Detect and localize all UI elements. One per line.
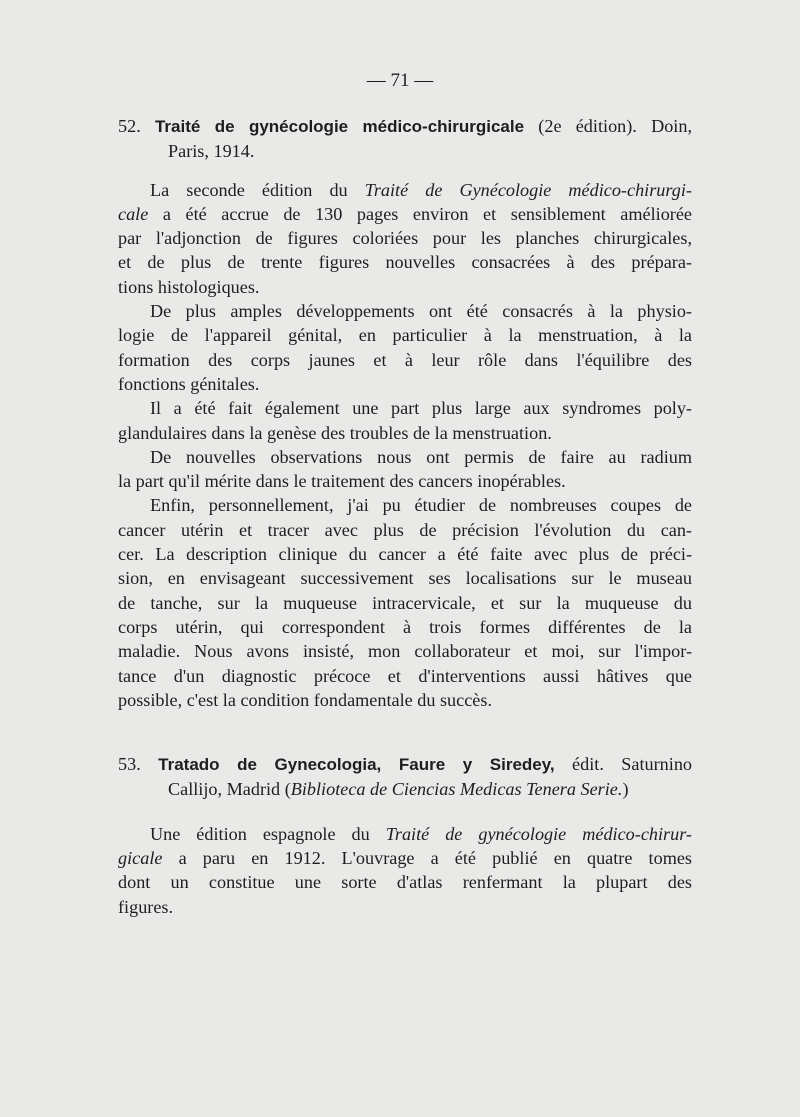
text-line: [118, 518, 692, 542]
text-segment: 53.: [118, 754, 159, 775]
text-line: [118, 348, 692, 372]
text-segment: cer. La description clinique du cancer a été faite avec plus de préci-: [118, 544, 692, 565]
text-segment: Paris, 1914.: [168, 141, 255, 162]
bibliography-entry: [118, 114, 692, 712]
text-line: [118, 372, 692, 396]
text-segment: édit. Saturnino: [554, 754, 693, 775]
entry-heading: [118, 752, 692, 802]
text-segment: glandulaires dans la genèse des troubles de la menstruation.: [118, 422, 552, 443]
paragraph: [118, 299, 692, 396]
heading-line: [118, 139, 692, 163]
text-line: [118, 396, 692, 420]
paragraph: [118, 396, 692, 445]
entry-heading: [118, 114, 692, 164]
text-line: [118, 688, 692, 712]
text-segment: figures.: [118, 896, 174, 917]
text-line: [118, 178, 692, 202]
text-segment: La seconde édition du: [150, 179, 365, 200]
text-segment: Callijo, Madrid (: [168, 779, 291, 800]
text-line: [118, 895, 692, 919]
text-line: [118, 822, 692, 846]
text-segment: tance d'un diagnostic précoce et d'interventions aussi hâtives que: [118, 665, 692, 686]
text-segment: a paru en 1912. L'ouvrage a été publié en quatre tomes: [162, 848, 692, 869]
text-segment: 52.: [118, 116, 155, 136]
text-segment: sion, en envisageant successivement ses localisations sur le museau: [118, 568, 692, 589]
heading-line: [118, 777, 692, 801]
text-segment: Une édition espagnole du: [150, 823, 386, 844]
text-line: [118, 870, 692, 894]
text-segment: (2e édition). Doin,: [524, 116, 692, 136]
text-line: [118, 226, 692, 250]
text-segment: fonctions génitales.: [118, 373, 260, 394]
text-line: [118, 421, 692, 445]
text-line: [118, 566, 692, 590]
italic-text: gicale: [118, 848, 163, 869]
bibliography-entry: [118, 752, 692, 919]
text-segment: a été accrue de 130 pages environ et sensiblement améliorée: [148, 203, 692, 224]
text-segment: dont un constitue une sorte d'atlas renfermant la plupart des: [118, 872, 692, 893]
text-line: [118, 469, 692, 493]
text-segment: corps utérin, qui correspondent à trois formes différentes de la: [118, 616, 692, 637]
text-segment: cancer utérin et tracer avec plus de précision l'évolution du can-: [118, 519, 692, 540]
text-line: [118, 664, 692, 688]
text-line: [118, 542, 692, 566]
text-line: [118, 323, 692, 347]
text-segment: De plus amples développements ont été consacrés à la physio-: [150, 301, 692, 322]
text-line: [118, 202, 692, 226]
text-line: [118, 615, 692, 639]
page-body: [118, 114, 692, 919]
entry-title: Tratado de Gynecologia, Faure y Siredey,: [158, 755, 555, 775]
text-line: [118, 250, 692, 274]
italic-text: Biblioteca de Ciencias Medicas Tenera Serie.: [290, 779, 623, 800]
text-line: [118, 275, 692, 299]
text-line: [118, 445, 692, 469]
text-line: [118, 846, 692, 870]
page-number: — 71 —: [366, 70, 434, 91]
text-segment: de tanche, sur la muqueuse intracervicale, et sur la muqueuse du: [118, 592, 692, 613]
text-segment: possible, c'est la condition fondamentale du succès.: [118, 689, 492, 710]
text-segment: maladie. Nous avons insisté, mon collaborateur et moi, sur l'impor-: [118, 641, 692, 662]
text-segment: par l'adjonction de figures coloriées pour les planches chirurgicales,: [118, 228, 692, 249]
text-segment: logie de l'appareil génital, en particulier à la menstruation, à la: [118, 325, 692, 346]
text-line: [118, 299, 692, 323]
italic-text: cale: [118, 203, 149, 224]
text-segment: Enfin, personnellement, j'ai pu étudier de nombreuses coupes de: [150, 495, 692, 516]
italic-text: Traité de gynécologie médico-chirur-: [385, 823, 692, 844]
text-line: [118, 639, 692, 663]
text-segment: la part qu'il mérite dans le traitement des cancers inopérables.: [118, 471, 566, 492]
paragraph: [118, 493, 692, 712]
text-segment: tions histologiques.: [118, 276, 260, 297]
text-segment: Il a été fait également une part plus large aux syndromes poly-: [150, 398, 692, 419]
text-line: [118, 493, 692, 517]
paragraph: [118, 822, 692, 919]
paragraph: [118, 178, 692, 299]
text-segment: et de plus de trente figures nouvelles consacrées à des prépara-: [118, 252, 692, 273]
text-line: [118, 591, 692, 615]
italic-text: Traité de Gynécologie médico-chirurgi-: [364, 179, 692, 200]
text-segment: De nouvelles observations nous ont permis de faire au radium: [150, 446, 692, 467]
text-segment: ): [622, 779, 629, 800]
text-segment: formation des corps jaunes et à leur rôle dans l'équilibre des: [118, 349, 692, 370]
entry-title: Traité de gynécologie médico-chirurgicale: [154, 117, 525, 136]
heading-line: [118, 752, 692, 777]
heading-line: [118, 114, 692, 139]
paragraph: [118, 445, 692, 494]
